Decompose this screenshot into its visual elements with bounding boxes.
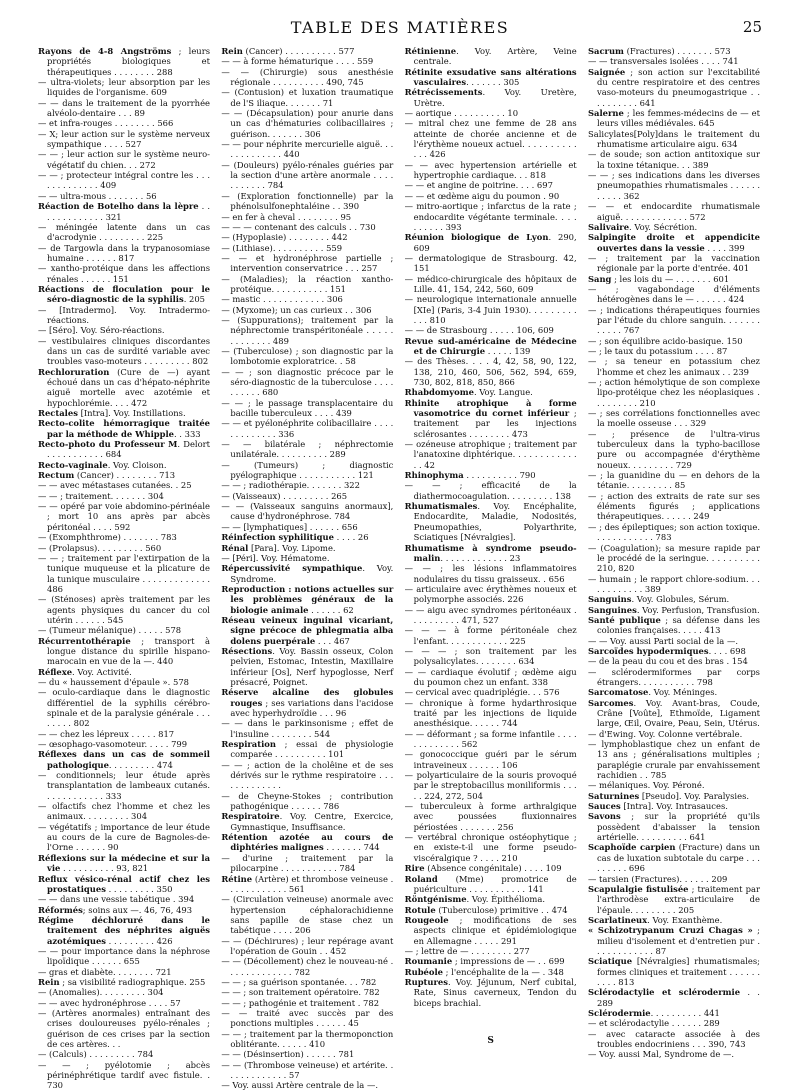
- index-entry: Sclérodactylie et sclérodermie . . 289: [587, 987, 760, 1008]
- index-entry: — avec cataracte associée à des troubles endocriniens . . . 390, 743: [587, 1028, 760, 1049]
- index-entry: — — (Désinsertion) . . . . . . 781: [221, 1049, 355, 1060]
- index-entry: — médico-chirurgicale des hôpitaux de Lille. 41, 154, 242, 560, 609: [404, 273, 577, 294]
- index-entry: Rectum (Cancer) . . . . . . . . 713: [38, 470, 176, 481]
- index-entry: — mélaniques. Voy. Péroné.: [587, 780, 705, 791]
- index-entry: — gonococcique guéri par le sérum intraveineux . . . . . . 106: [404, 749, 577, 770]
- index-entry: — olfactifs chez l'homme et chez les animaux. . . . . . . . . 304: [38, 801, 210, 822]
- index-entry: — (Circulation veineuse) anormale avec hypertension céphalorachidienne sans papille de stase chez un tabétique . . . . 206: [221, 894, 394, 936]
- index-entry: — — chez les lépreux . . . . . 817: [38, 728, 175, 739]
- index-entry: — (Tuberculose) ; son diagnostic par la lombotomie exploratrice. . 58: [221, 345, 394, 367]
- index-entry: — chronique à forme hydarthrosique traité par les injections de liquide anesthésique. . . . . . 744: [404, 697, 577, 729]
- index-entry: Salicylates[Poly]dans le traitement du rhumatisme articulaire aigu. 634: [587, 128, 760, 150]
- index-entry: — — pour néphrite mercurielle aiguë. . . . . . . . . . . . . 440: [221, 139, 394, 160]
- index-entry: — oculo-cardiaque dans le diagnostic différentiel de la syphilis cérébro-spinale et de la paralysie générale . . . . . . . . 802: [38, 687, 210, 729]
- index-entry: — — ; traitement. . . . . . . 304: [38, 490, 164, 501]
- index-entry: Rénal [Para]. Voy. Lipome.: [221, 542, 336, 553]
- index-entry: — (Myxome); un cas curieux . . 306: [221, 304, 372, 315]
- index-entry: — — ; action de la cholêine et de ses dérivés sur le rythme respiratoire . . . . . . . . . . . . .: [221, 759, 394, 791]
- index-entry: — — de Strasbourg . . . . . 106, 609: [404, 325, 554, 336]
- index-entry: Rotule (Tuberculose) primitive . . 474: [404, 904, 568, 915]
- index-entry: Réflexe. Voy. Activité.: [38, 666, 132, 677]
- index-entry: — — ; traitement par l'extirpation de la tunique muqueuse et la plicature de la tunique musculaire . . . . . . . . . . . . . 486: [38, 552, 210, 594]
- index-entry: — polyarticulaire de la souris provoqué par le streptobacillus moniliformis . . . . . 224, 272, 504: [404, 770, 577, 801]
- index-entry: — (Tumeurs) ; diagnostic pyélographique . . . . . . . . . . . 121: [221, 459, 394, 481]
- index-entry: — — ; ses indications dans les diverses pneumopathies rhumatismales . . . . . . . . . . . 362: [587, 170, 760, 201]
- index-entry: — dermatologique de Strasbourg. 42, 151: [404, 252, 577, 274]
- index-entry: — — ; radiothérapie. . . . . . . 322: [221, 480, 360, 491]
- index-entry: — — — contenant des calculs . . 730: [221, 221, 376, 232]
- index-entry: — végétatifs ; importance de leur étude au cours de la cure de Bagnoles-de-l'Orne . . . . . . 90: [38, 821, 210, 853]
- index-entry: — ozéneuse atrophique ; traitement par l'anatoxine diphtérique. . . . . . . . . . . . . . 42: [404, 439, 577, 470]
- index-entry: Sauces [Intra]. Voy. Intrasauces.: [587, 801, 728, 812]
- index-entry: Rechloruration (Cure de —) ayant échoué dans un cas d'hépato-néphrite aiguë mortelle avec azotémie et hypochlorémie. . . . 472: [38, 366, 210, 408]
- index-entry: — des Thèses. . . . 4, 42, 58, 90, 122, 138, 210, 460, 506, 562, 594, 659, 730, 802, 818, 850, 866: [404, 356, 577, 387]
- index-entry: — (Suppurations); traitement par la néphrectomie transpéritonéale . . . . . . . . . . . . . 489: [221, 314, 394, 346]
- index-entry: — — ; pathogénie et traitement . 782: [221, 997, 380, 1008]
- index-entry: — d'Ewing. Voy. Colonne vertébrale.: [587, 728, 743, 739]
- index-entry: Rétrécissements. Voy. Uretère, Urètre.: [404, 87, 577, 108]
- index-entry: — sclérodermiformes par corps étrangers. . . . . . . . . . . 798: [587, 666, 760, 687]
- index-entry: Réserve alcaline des globules rouges ; ses variations dans l'acidose avec hyperhydroïdie . . . 96: [221, 687, 394, 718]
- index-entry: — — — à forme péritonéale chez l'enfant. . . . . . . . . . . . 225: [404, 625, 577, 646]
- index-entry: — (Tumeur mélanique) . . . . . 578: [38, 625, 182, 636]
- index-entry: Rhinophyma . . . . . . . . . . 790: [404, 470, 536, 481]
- index-entry: Rein ; sa visibilité radiographique. 255: [38, 976, 206, 987]
- index-entry: Réflexes dans un cas de sommeil pathologique. . . . . . . . . 474: [38, 749, 210, 770]
- index-entry: — — (Décapsulation) pour anurie dans un cas d'hématuries colibacillaires ; guérison. . . . . . . 306: [221, 108, 394, 139]
- index-entry: — (Sténoses) après traitement par les agents physiques du cancer du col utérin . . . . . . 545: [38, 594, 210, 625]
- index-entry: Saturnines [Pseudo]. Voy. Paralysies.: [587, 790, 750, 801]
- index-entry: Rétinite exsudative sans altérations vasculaires. . . . . . . 305: [404, 66, 577, 88]
- index-entry: Réformés; soins aux —. 46, 76, 493: [38, 904, 193, 915]
- index-entry: Salivaire. Voy. Sécrétion.: [587, 221, 698, 232]
- index-entry: — — dans le parkinsonisme ; effet de l'insuline . . . . . . . . 544: [221, 718, 394, 739]
- index-entry: — (Prolapsus). . . . . . . . . 560: [38, 542, 162, 553]
- index-entry: — [Séro]. Voy. Séro-réactions.: [38, 325, 165, 336]
- index-entry: Rougeole ; modifications de ses aspects clinique et épidémiologique en Allemagne . . . . . 291: [404, 914, 577, 946]
- index-entry: — méningée latente dans un cas d'acrodynie . . . . . . . . . 225: [38, 221, 210, 243]
- index-entry: — — (Chirurgie) sous anesthésie régionale . . . . . . . . . . 490, 745: [221, 66, 394, 88]
- index-entry: Recto-photo du Professeur M. Delort . . . . . . . . . . . 684: [38, 439, 210, 460]
- index-entry: Scarlatineux. Voy. Exanthème.: [587, 914, 723, 925]
- index-entry: — conditionnels; leur étude après transplantation de lambeaux cutanés. . . . . . . . . . . . 333: [38, 770, 210, 801]
- index-entry: Rhabdomyome. Voy. Langue.: [404, 387, 533, 398]
- index-entry: Rétention azotée au cours de diphtéries malignes . . . . . . . 744: [221, 832, 394, 853]
- index-entry: — ; lettre de — . . . . . . . . 277: [404, 945, 530, 956]
- index-entry: — du « haussement d'épaule ». 578: [38, 676, 189, 687]
- index-entry: — de la peau du cou et des bras . 154: [587, 656, 748, 667]
- index-entry: — ; action hémolytique de son complexe lipo-protéique chez les néoplasiques . . . . . . . . . 210: [587, 377, 760, 408]
- index-entry: — — et pyélonéphrite colibacillaire . . . . . . . . . . . . . 336: [221, 418, 394, 439]
- index-entry: — de Targowla dans la trypanosomiase humaine . . . . . . 817: [38, 242, 210, 263]
- index-entry: — vertébral chronique ostéophytique ; en existe-t-il une forme pseudo-viscéralgique ? . . . . 210: [404, 832, 577, 863]
- index-entry: — lymphoblastique chez un enfant de 13 ans ; généralisations multiples ; paraplégie crurale par envahissement rachidien . . 785: [587, 739, 760, 781]
- index-entry: — (Douleurs) pyélo-rénales guéries par la section d'une artère anormale . . . . . . . . . . . 784: [221, 159, 394, 191]
- index-entry: Sarcoïdes hypodermiques. . . . 698: [587, 645, 746, 656]
- index-entry: — de Cheyne-Stokes ; contribution pathogénique . . . . . . 786: [221, 790, 394, 812]
- index-column-3: [405, 46, 577, 1074]
- index-entry: — (Maladies); la réaction xantho-protéique. . . . . . . . . . . 151: [221, 273, 394, 294]
- index-entry: — (Hypoplasie) . . . . . . . . 442: [221, 232, 348, 243]
- index-entry: Recto-colite hémorragique traitée par la méthode de Whipple. . 333: [38, 418, 210, 439]
- index-entry: — œsophago-vasomoteur. . . . . 799: [38, 739, 188, 750]
- index-entry: — ultra-violets; leur absorption par les liquides de l'organisme. 609: [38, 77, 210, 98]
- index-entry: — mastic . . . . . . . . . . . . 306: [221, 294, 343, 305]
- index-entry: — — aigu avec syndromes péritonéaux . . . . . . . . . . 471, 527: [404, 604, 577, 625]
- index-entry: — — ; le passage transplacentaire du bacille tuberculeux . . . . 439: [221, 397, 394, 419]
- index-entry: — ; action des extraits de rate sur ses éléments figurés ; applications thérapeutiques. . . . . . 249: [587, 490, 760, 522]
- index-entry: Réseau veineux inguinal vicariant, signe précoce de phlegmatia alba dolens puerpérale . . . 467: [221, 614, 394, 646]
- index-entry: — ; ses corrélations fonctionnelles avec la moelle osseuse . . . 329: [587, 408, 760, 429]
- index-entry: Rhinite atrophique à forme vasomotrice du cornet inférieur ; traitement par les injections sclérosantes . . . . . . . . 473: [404, 397, 577, 439]
- index-entry: Sarcomes. Voy. Avant-bras, Coude, Crâne [Voûte], Ethmoïde, Ligament large, Œil, Ovaire, Peau, Sein, Utérus.: [587, 697, 760, 729]
- index-entry: Sclérodermie. . . . . . . . . . 441: [587, 1007, 720, 1018]
- index-entry: Réflexions sur la médecine et sur la vie . . . . . . . . . . 93, 821: [38, 852, 210, 874]
- index-entry: — — (Déchirures) ; leur repérage avant l'opération de Gouin . . 452: [221, 935, 394, 956]
- index-entry: — neurologique internationale annuelle [XIe] (Paris, 3-4 Juin 1930). . . . . . . . . . . . 810: [404, 294, 577, 325]
- index-entry: Scapulalgie fistulisée ; traitement par l'arthrodèse extra-articulaire de l'épaule. . . . . . . . . 205: [587, 883, 760, 915]
- index-entry: — [Péri]. Voy. Hématome.: [221, 552, 330, 563]
- index-entry: — — (Thrombose veineuse) et artérite. . . . . . . . . . . . . 57: [221, 1059, 394, 1081]
- index-entry: Réinfection syphilitique . . . . 26: [221, 532, 369, 543]
- index-entry: Recto-vaginale. Voy. Cloison.: [38, 459, 167, 470]
- index-entry: — — et angine de poitrine. . . . 697: [404, 180, 553, 191]
- index-entry: — X; leur action sur le système nerveux sympathique . . . . 527: [38, 128, 210, 150]
- index-entry: — — ; son traitement opératoire. 782: [221, 987, 380, 998]
- index-entry: — vestibulaires cliniques discordantes dans un cas de surdité variable avec troubles vaso-moteurs . . . . . . . . . 802: [38, 335, 210, 367]
- index-entry: — articulaire avec érythèmes noueux et polymorphe associés. 226: [404, 583, 577, 605]
- index-entry: Salerne ; les femmes-médecins de — et leurs villes médiévales. 645: [587, 108, 760, 129]
- index-entry: Réaction de Botelho dans la lèpre . . . . . . . . . . . . . 321: [38, 201, 210, 222]
- index-entry: — ; la guanidine du — en dehors de la tétanie. . . . . . . . . 85: [587, 470, 760, 491]
- index-entry: Rayons de 4-8 Angströms ; leurs propriétés biologiques et thérapeutiques . . . . . . . . 288: [38, 46, 210, 77]
- index-entry: — — ; sa guérison spontanée. . . 782: [221, 976, 377, 987]
- index-entry: — — avec hypertension artérielle et hypertrophie cardiaque. . . 818: [404, 159, 577, 181]
- index-entry: — ; traitement par la vaccination régionale par la porte d'entrée. 401: [587, 252, 760, 274]
- index-entry: — et sclérodactylie . . . . . . 289: [587, 1018, 720, 1029]
- section-letter: S: [487, 1035, 494, 1046]
- index-entry: — aortique . . . . . . . . . . 10: [404, 108, 519, 119]
- index-entry: — — [lymphatiques] . . . . . . 656: [221, 521, 358, 532]
- index-entry: — (Lithiase). . . . . . . . . . 559: [221, 242, 343, 253]
- index-entry: — — (Décollement) chez le nouveau-né . . . . . . . . . . . . . 782: [221, 956, 394, 977]
- index-entry: — — opéré par voie abdomino-périnéale ; mort 10 ans après par abcès péritonéal . . . . 592: [38, 501, 210, 532]
- index-entry: — (Vaisseaux) . . . . . . . . . 265: [221, 490, 348, 501]
- index-entry: — — ; leur action sur le système neuro-végétatif du chien. . . 272: [38, 149, 210, 170]
- index-entry: — — à forme hématurique . . . . 559: [221, 56, 374, 67]
- index-entry: — (Coagulation); sa mesure rapide par le procédé de la seringue. . . . . . . . . . 210, 820: [587, 542, 760, 574]
- index-entry: — humain ; le rapport chlore-sodium. . . . . . . . . . . . 389: [587, 573, 760, 594]
- index-entry: — ; le taux du potassium . . . . 87: [587, 345, 728, 356]
- page-header: [0, 18, 800, 42]
- index-entry: — de soude; son action antitoxique sur la toxine tétanique. . . 389: [587, 149, 760, 170]
- index-entry: — (Anomalies). . . . . . . . . 304: [38, 987, 164, 998]
- index-entry: Respiration ; essai de physiologie comparée . . . . . . . . . . 101: [221, 739, 394, 760]
- index-entry: Revue sud-américaine de Médecine et de Chirurgie . . . . . 139: [404, 335, 577, 356]
- index-entry: Rubéole ; l'encéphalite de la — . 348: [404, 966, 564, 977]
- index-entry: — Voy. aussi Artère centrale de la —.: [221, 1080, 378, 1091]
- index-entry: — — — ; son traitement par les polysalicylates. . . . . . . . 634: [404, 645, 577, 667]
- index-entry: Rein (Cancer) . . . . . . . . . . 577: [221, 46, 355, 56]
- index-entry: Régime déchloruré dans le traitement des néphrites aiguës azotémiques . . . . . . . . . 426: [38, 914, 210, 946]
- index-entry: — — avec hydronéphrose . . . . 57: [38, 997, 181, 1008]
- index-entry: — — Voy. aussi Parti social de la —.: [587, 635, 738, 646]
- index-entry: — (Calculs) . . . . . . . . . 784: [38, 1049, 154, 1060]
- page-title: TABLE DES MATIÈRES: [290, 18, 510, 37]
- index-entry: — Voy. aussi Mal, Syndrome de —.: [587, 1049, 735, 1060]
- index-entry: — tarsien (Fractures). . . . . . 209: [587, 873, 728, 884]
- index-entry: Réunion biologique de Lyon. 290, 609: [404, 232, 577, 253]
- index-column-1: [38, 46, 210, 1091]
- index-entry: — ; son équilibre acido-basique. 150: [587, 335, 743, 346]
- index-entry: — — bilatérale ; néphrectomie unilatérale. . . . . . . . . . 289: [221, 439, 394, 460]
- index-entry: — (Exploration fonctionnelle) par la phénolsulfonephtaléine . . 390: [221, 190, 394, 212]
- index-entry: Résections. Voy. Bassin osseux, Colon pelvien, Estomac, Intestin, Maxillaire inférieur [Os], Nerf hypoglosse, Nerf présacré, Poignet.: [221, 645, 394, 687]
- index-entry: — d'urine ; traitement par la pilocarpine . . . . . . . . . . . 784: [221, 852, 394, 874]
- index-column-2: [221, 46, 394, 1091]
- index-entry: — — traité avec succès par des ponctions multiples . . . . . . 45: [221, 1007, 394, 1029]
- index-entry: — (Artères anormales) entraînant des crises douloureuses pyélo-rénales ; guérison de ces crises par la section de ces artères. . .: [38, 1007, 210, 1049]
- index-entry: — — avec métastases cutanées. . 25: [38, 480, 192, 491]
- index-entry: — — et hydronéphrose partielle ; intervention conservatrice . . . 257: [221, 252, 394, 274]
- index-entry: — — transversales isolées . . . . 741: [587, 56, 739, 67]
- index-entry: Répercussivité sympathique. Voy. Syndrome.: [221, 563, 394, 584]
- index-entry: — gras et diabète. . . . . . . . 721: [38, 966, 172, 977]
- index-entry: — (Exomphthrome) . . . . . . . 783: [38, 532, 177, 543]
- index-entry: Roumanie ; impressions de — . . 699: [404, 956, 565, 967]
- index-entry: — — ; traitement par la thermoponction oblitérante. . . . . . 410: [221, 1028, 394, 1049]
- index-entry: — — dans une vessie tabétique . 394: [38, 894, 195, 905]
- index-entry: Rectales [Intra]. Voy. Instillations.: [38, 408, 186, 419]
- index-entry: Sciatique [Névralgies] rhumatismales; formes cliniques et traitement . . . . . . . . . . 813: [587, 956, 760, 987]
- index-column-4: [588, 46, 760, 1074]
- index-entry: Sanguines. Voy. Perfusion, Transfusion.: [587, 604, 760, 615]
- index-entry: — et infra-rouges . . . . . . . . 566: [38, 118, 174, 129]
- index-entry: — — ultra-mous . . . . . . . 56: [38, 190, 157, 201]
- index-entry: Rétine (Artère) et thrombose veineuse . . . . . . . . . . . . 561: [221, 873, 394, 894]
- index-entry: — — dans le traitement de la pyorrhée alvéolo-dentaire . . . 89: [38, 97, 210, 119]
- index-entry: Sang ; les lois du — . . . . . . . 601: [587, 273, 730, 284]
- index-entry: Savons ; sur la propriété qu'ils possèdent d'abaisser la tension artérielle. . . . . . . . . . 641: [587, 811, 760, 843]
- index-entry: — xantho-protéique dans les affections rénales . . . . . . 151: [38, 263, 210, 284]
- index-entry: Sacrum (Fractures) . . . . . . . 573: [587, 46, 731, 56]
- index-entry: — — ; pyélotomie ; abcès périnéphrétique tardif avec fistule. . 730: [38, 1059, 210, 1091]
- index-entry: — [Intradermo]. Voy. Intradermo-réactions.: [38, 304, 210, 325]
- index-entry: — mitro-aortique ; infarctus de la rate ; endocardite végétante terminale. . . . . . . . . . 393: [404, 201, 577, 232]
- index-entry: Rhumatisme à syndrome pseudo-malin. . . . . . . . . . . . . 23: [404, 542, 577, 563]
- index-entry: — ; sa teneur en potassium chez l'homme et chez les animaux . . 239: [587, 356, 760, 377]
- index-entry: — — et endocardite rhumatismale aiguë. . . . . . . . . . . . . 572: [587, 201, 760, 222]
- index-entry: — — et œdème aigu du poumon . 90: [404, 190, 560, 201]
- index-entry: — — ; efficacité de la diathermocoagulation. . . . . . . . . 138: [404, 480, 577, 501]
- index-entry: Sanguins. Voy. Globules, Sérum.: [587, 594, 730, 605]
- index-entry: Röntgénisme. Voy. Épithélioma.: [404, 894, 545, 905]
- index-entry: Rire (Absence congénitale) . . . . 109: [404, 863, 562, 874]
- index-entry: Sarcomatose. Voy. Méninges.: [587, 687, 718, 698]
- index-entry: — — déformant ; sa forme infantile . . . . . . . . . . . . . 562: [404, 728, 577, 750]
- index-entry: Scaphoïde carpien (Fracture) dans un cas de luxation subtotale du carpe . . . . . . . . . 696: [587, 842, 760, 874]
- index-entry: Ruptures. Voy. Jéjunum, Nerf cubital, Rate, Sinus caverneux, Tendon du biceps brachial.: [404, 976, 577, 1008]
- index-entry: — en fer à cheval . . . . . . . . 95: [221, 211, 352, 222]
- index-entry: — — (Vaisseaux sanguins anormaux], cause d'hydronéphrose. 784: [221, 501, 394, 522]
- index-entry: Réactions de floculation pour le séro-diagnostic de la syphilis. 205: [38, 283, 210, 305]
- index-entry: Respiratoire. Voy. Centre, Exercice, Gymnastique, Insuffisance.: [221, 811, 394, 832]
- index-entry: — tuberculeux à forme arthralgique avec poussées fluxionnaires périostées . . . . . . . 256: [404, 801, 577, 832]
- index-entry: Rétinienne. Voy. Artère, Veine centrale.: [404, 46, 577, 67]
- index-entry: « Schizotrypanum Cruzi Chagas » ; milieu d'isolement et d'entretien pur . . . . . . . . . . . . 87: [587, 925, 760, 956]
- index-entry: — (Contusion) et luxation traumatique de l'S iliaque. . . . . . . 71: [221, 87, 394, 108]
- index-entry: — — pour importance dans la néphrose lipoïdique . . . . . . 655: [38, 945, 210, 967]
- index-entry: — ; vagabondage d'éléments hétérogènes dans le — . . . . . . 424: [587, 283, 760, 305]
- index-entry: — — ; son diagnostic précoce par le séro-diagnostic de la tuberculose . . . . . . . . . . 680: [221, 366, 394, 398]
- index-entry: — — ; protecteur intégral contre les . . . . . . . . . . . . . 409: [38, 170, 210, 191]
- index-entry: Reproduction : notions actuelles sur les problèmes généraux de la biologie animale . . . . . . 62: [221, 583, 394, 615]
- index-entry: Salpingite droite et appendicite ouvertes dans la vessie . . . . 399: [587, 232, 760, 253]
- index-entry: Reflux vésico-rénal actif chez les prostatiques . . . . . . . . . 350: [38, 873, 210, 894]
- index-entry: — ; présence de l'ultra-virus tuberculeux dans la typho-bacillose pure ou accompagnée d'érythème noueux. . . . . . . . . 729: [587, 428, 760, 470]
- page-number: 25: [742, 18, 762, 36]
- index-columns: [38, 46, 760, 1091]
- index-entry: Rhumatismales. Voy. Encéphalite, Endocardite, Maladie, Nodosités, Pneumopathies, Polyarthrite, Sciatiques [Névralgies].: [404, 501, 577, 543]
- index-entry: Récurrentothérapie ; transport à longue distance du spirille hispano-marocain en vue de la —. 440: [38, 635, 210, 667]
- index-entry: Saignée ; son action sur l'excitabilité du centre respiratoire et des centres vaso-moteurs du pneumogastrique . . . . . . . . . . 641: [587, 66, 760, 108]
- index-entry: — mitral chez une femme de 28 ans atteinte de chorée ancienne et de l'érythème noueux actuel. . . . . . . . . . . . . 426: [404, 118, 577, 160]
- index-entry: Roland (Mme) promotrice de puériculture . . . . . . . . . . . 141: [404, 873, 577, 894]
- index-entry: — ; indications thérapeutiques fournies par l'étude du chlore sanguin. . . . . . . . . . . . 767: [587, 304, 760, 336]
- index-entry: — — cardiaque évolutif ; œdème aigu du poumon chez un enfant. 338: [404, 666, 577, 687]
- index-entry: — ; des épileptiques; son action toxique. . . . . . . . . . . . 783: [587, 521, 760, 543]
- index-entry: — — ; les lésions inflammatoires nodulaires du tissu graisseux. . 656: [404, 563, 577, 584]
- index-entry: — cervical avec quadriplégie. . . 576: [404, 687, 560, 698]
- index-entry: Santé publique ; sa défense dans les colonies françaises. . . . . 413: [587, 614, 760, 636]
